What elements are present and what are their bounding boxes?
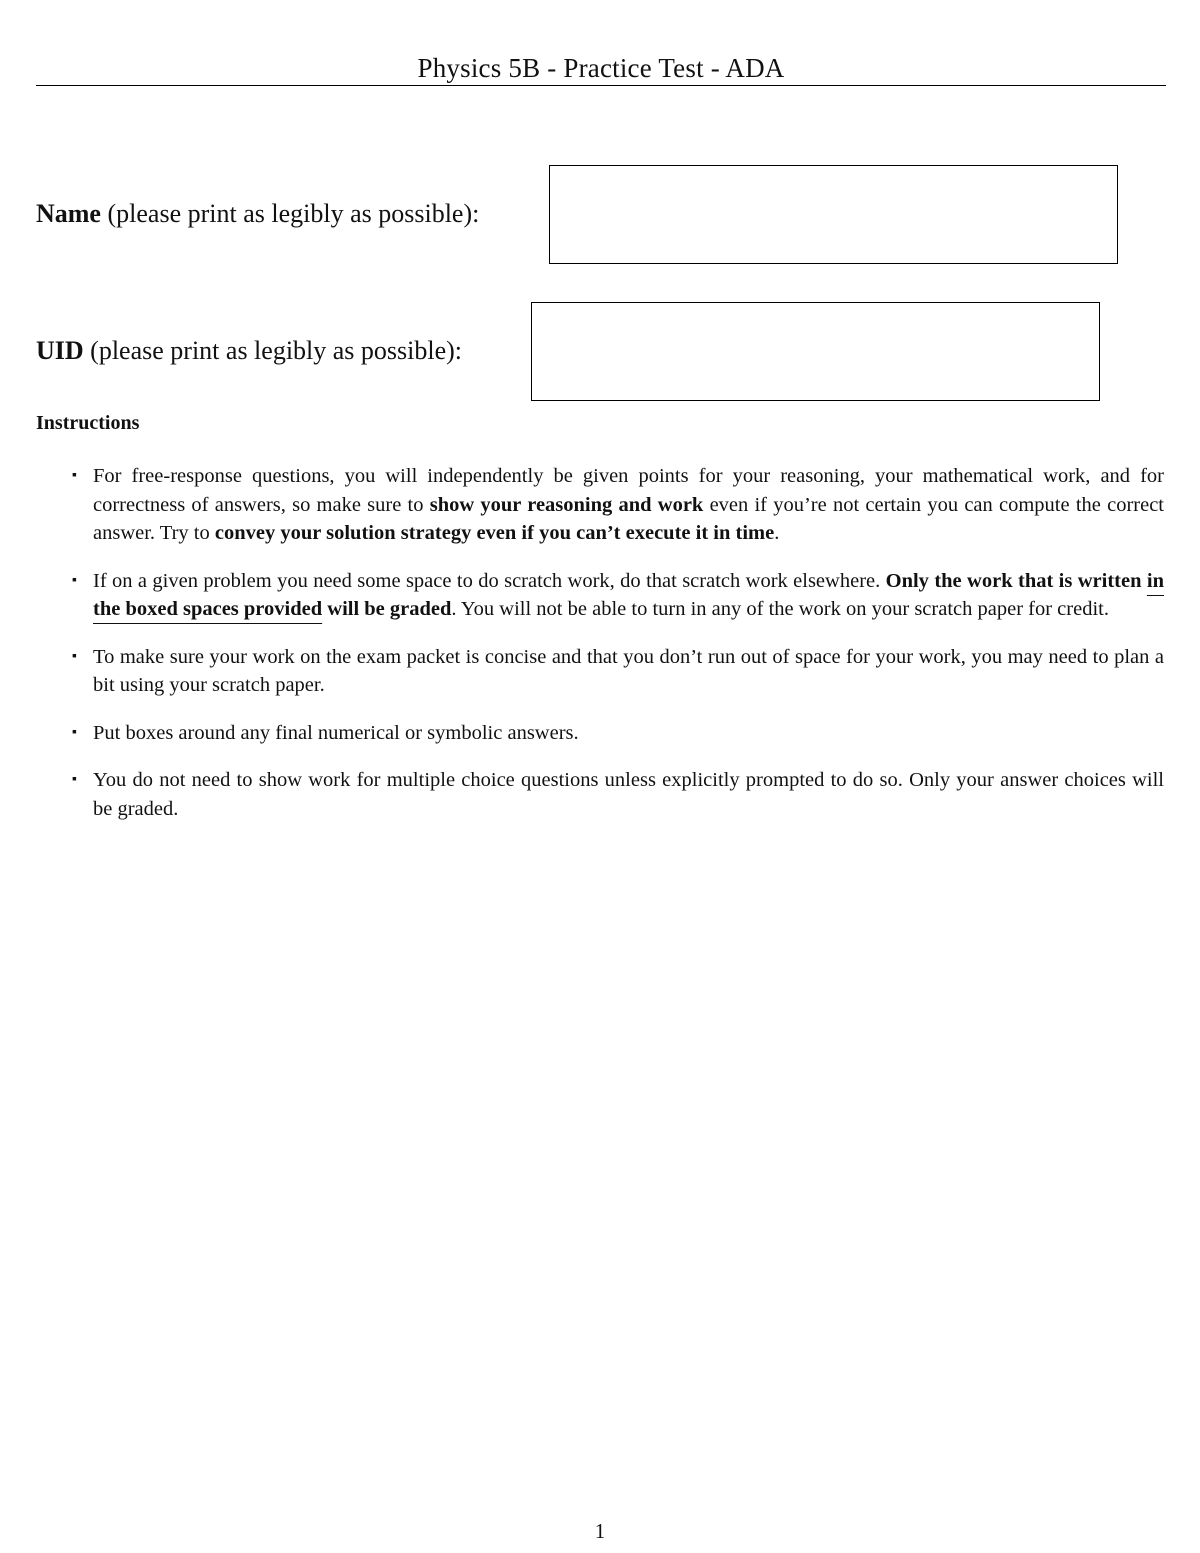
bullet-icon: ▪: [72, 468, 77, 483]
bullet-icon: ▪: [72, 772, 77, 787]
instruction-text: .: [774, 522, 780, 544]
instruction-item-scratch-work: [36, 567, 1164, 624]
instruction-emphasis: will be graded: [322, 598, 452, 620]
instructions-list: [36, 462, 1164, 842]
instruction-text: Put boxes around any final numerical or symbolic answers.: [93, 721, 579, 744]
page-number: 1: [594, 1519, 606, 1543]
name-answer-box[interactable]: [549, 165, 1118, 264]
bullet-icon: ▪: [72, 648, 77, 664]
instruction-item-plan-space: [36, 643, 1164, 700]
instruction-text: You do not need to show work for multiple choice questions unless explicitly prompted to do so. Only your answer choices will be graded.: [93, 769, 1164, 820]
bullet-icon: ▪: [72, 724, 77, 740]
instruction-item-multiple-choice: [36, 766, 1164, 823]
uid-answer-box[interactable]: [531, 302, 1100, 401]
instruction-underlined-emphasis: in the boxed spaces provided: [93, 569, 1164, 620]
instruction-item-box-answers: [36, 719, 1164, 748]
header-title: Physics 5B - Practice Test - ADA: [417, 53, 785, 83]
instruction-emphasis: Only the work that is written: [885, 569, 1147, 592]
instruction-item-free-response: [36, 462, 1164, 548]
uid-label-hint: (please print as legibly as possible):: [83, 336, 463, 365]
instruction-text: even if you’re not certain you can compute the correct answer. Try to: [93, 493, 1164, 544]
instruction-text: To make sure your work on the exam packet is concise and that you don’t run out of space for your work, you may need to plan a bit using your scratch paper.: [93, 645, 1164, 696]
uid-label-bold: UID: [36, 336, 84, 365]
name-label-bold: Name: [36, 199, 101, 228]
name-label: [36, 199, 479, 229]
instruction-emphasis: convey your solution strategy even if you can’t execute it in time: [214, 522, 775, 544]
instruction-emphasis: show your reasoning and work: [429, 493, 704, 516]
instruction-text: For free-response questions, you will independently be given points for your reasoning, your mathematical work, and for correctness of answers, so make sure to: [93, 465, 1164, 516]
uid-label: [36, 336, 462, 366]
bullet-icon: ▪: [72, 572, 77, 588]
name-label-hint: (please print as legibly as possible):: [100, 199, 480, 228]
instruction-text: . You will not be able to turn in any of the work on your scratch paper for credit.: [451, 598, 1109, 620]
instruction-text: If on a given problem you need some space to do scratch work, do that scratch work elsewhere.: [93, 569, 886, 592]
page-header: [36, 52, 1166, 86]
instructions-heading: Instructions: [36, 412, 140, 434]
